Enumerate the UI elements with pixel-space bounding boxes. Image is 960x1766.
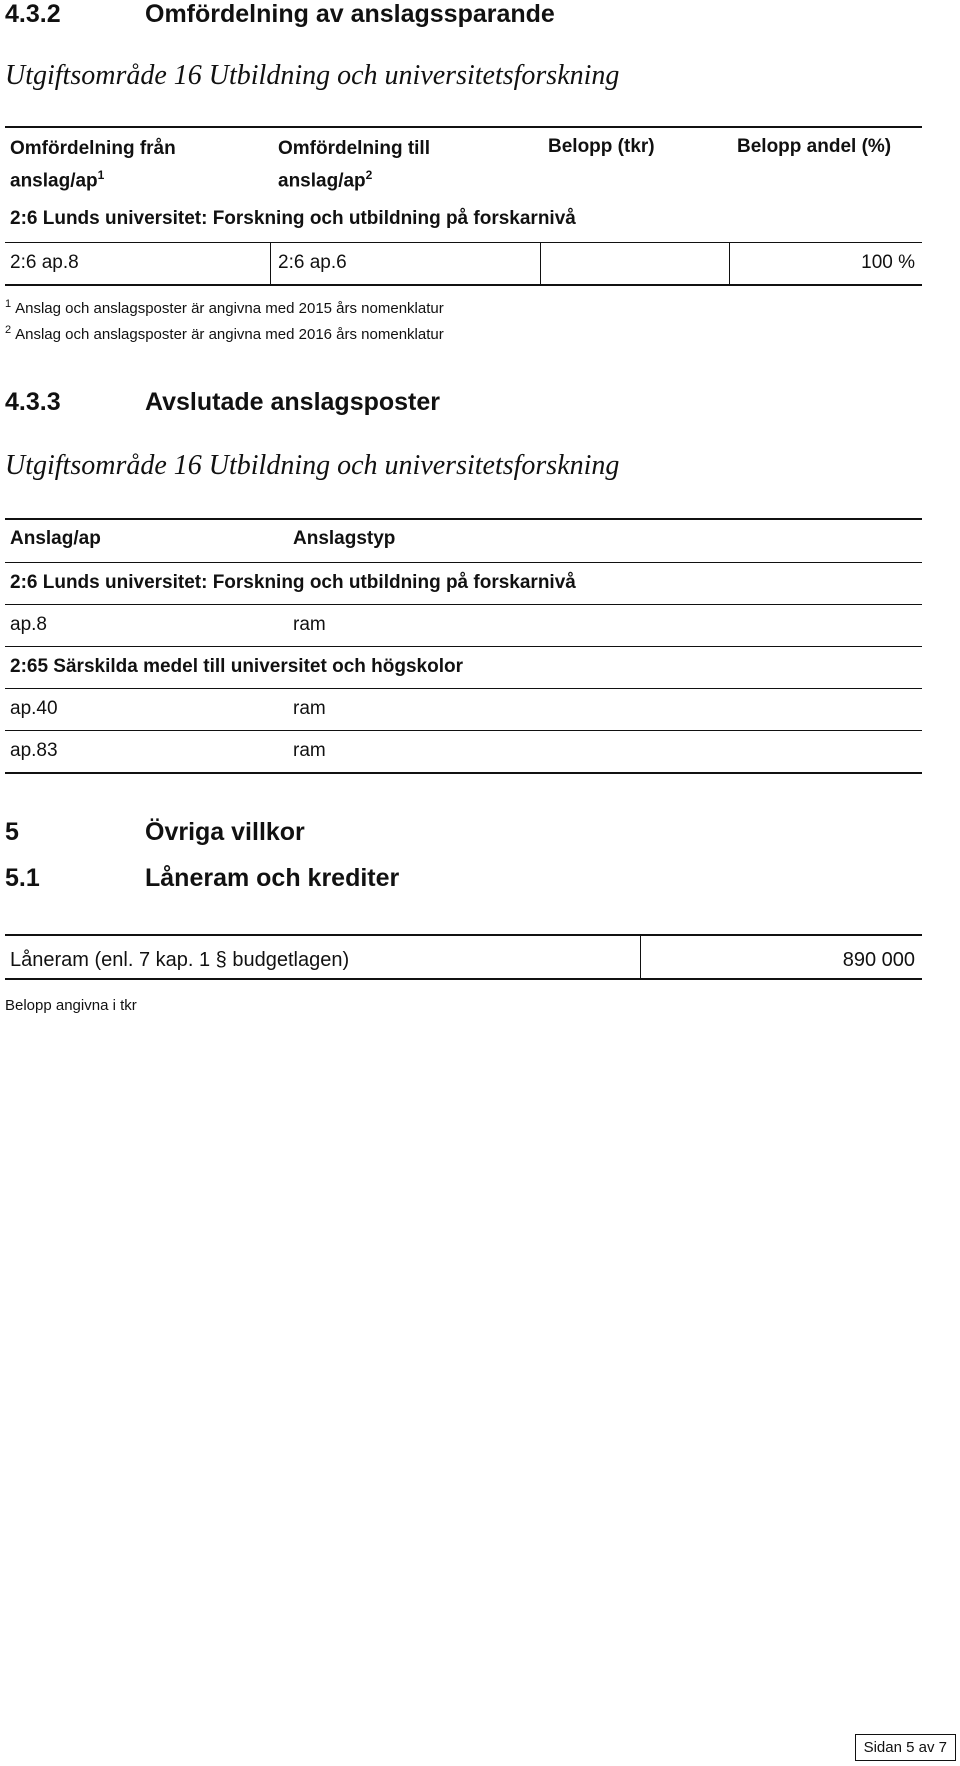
- section-heading-4-3-3: [5, 388, 705, 418]
- section-heading-5: [5, 818, 705, 848]
- section-number: 4.3.3: [5, 388, 61, 416]
- cell-type: ram: [293, 614, 326, 635]
- row-rule: [5, 730, 922, 731]
- table-bottom-rule: [5, 978, 922, 980]
- credit-value: 890 000: [842, 949, 915, 971]
- column-divider: [540, 242, 541, 284]
- credit-label: Låneram (enl. 7 kap. 1 § budgetlagen): [10, 949, 350, 971]
- column-divider: [270, 242, 271, 284]
- cell-post: ap.40: [10, 698, 58, 719]
- cell-post: ap.8: [10, 614, 47, 635]
- section-number: 5: [5, 818, 19, 846]
- table-group-title: 2:6 Lunds universitet: Forskning och utbildning på forskarnivå: [10, 208, 576, 229]
- table-group-title: 2:6 Lunds universitet: Forskning och utbildning på forskarnivå: [10, 572, 576, 593]
- cell-share: 100 %: [861, 252, 915, 273]
- cell-type: ram: [293, 740, 326, 761]
- page-number: Sidan 5 av 7: [863, 1739, 947, 1756]
- footnote-2: $^2$ Anslag och anslagsposter är angivna med 2016 års nomenklatur: [5, 324, 444, 343]
- section-number: 4.3.2: [5, 0, 61, 28]
- header-to: Omfördelning till anslag/$ap^2$: [278, 138, 430, 192]
- amount-note: Belopp angivna i tkr: [5, 997, 137, 1014]
- cell-from: 2:6 ap.8: [10, 252, 79, 273]
- table-top-rule: [5, 934, 922, 936]
- header-from: Omfördelning från anslag/$ap^1$: [10, 138, 176, 192]
- section-number: 5.1: [5, 864, 40, 892]
- column-divider: [729, 242, 730, 284]
- row-rule: [5, 242, 922, 243]
- row-rule: [5, 604, 922, 605]
- row-rule: [5, 646, 922, 647]
- cell-to: 2:6 ap.6: [278, 252, 347, 273]
- header-type: Anslagstyp: [293, 528, 396, 549]
- cell-type: ram: [293, 698, 326, 719]
- table-group-title: 2:65 Särskilda medel till universitet och högskolor: [10, 656, 463, 677]
- table-top-rule: [5, 518, 922, 520]
- area-title: Utgiftsområde 16 Utbildning och universitetsforskning: [5, 60, 620, 91]
- header-post: Anslag/ap: [10, 528, 101, 549]
- row-rule: [5, 688, 922, 689]
- header-amount: Belopp (tkr): [548, 136, 655, 157]
- table-bottom-rule: [5, 284, 922, 286]
- section-title: Omfördelning av anslagssparande: [145, 0, 555, 28]
- footnote-1: $^1$ Anslag och anslagsposter är angivna med 2015 års nomenklatur: [5, 298, 444, 317]
- header-share: Belopp andel (%): [737, 136, 892, 157]
- page-number-box: [855, 1734, 956, 1761]
- section-title: Övriga villkor: [145, 818, 305, 846]
- area-title: Utgiftsområde 16 Utbildning och universitetsforskning: [5, 450, 620, 481]
- section-heading-4-3-2: [5, 0, 705, 30]
- section-title: Låneram och krediter: [145, 864, 400, 892]
- column-divider: [640, 934, 641, 978]
- section-heading-5-1: [5, 864, 705, 894]
- table-top-rule: [5, 126, 922, 128]
- section-title: Avslutade anslagsposter: [145, 388, 441, 416]
- row-rule: [5, 562, 922, 563]
- cell-post: ap.83: [10, 740, 58, 761]
- table-bottom-rule: [5, 772, 922, 774]
